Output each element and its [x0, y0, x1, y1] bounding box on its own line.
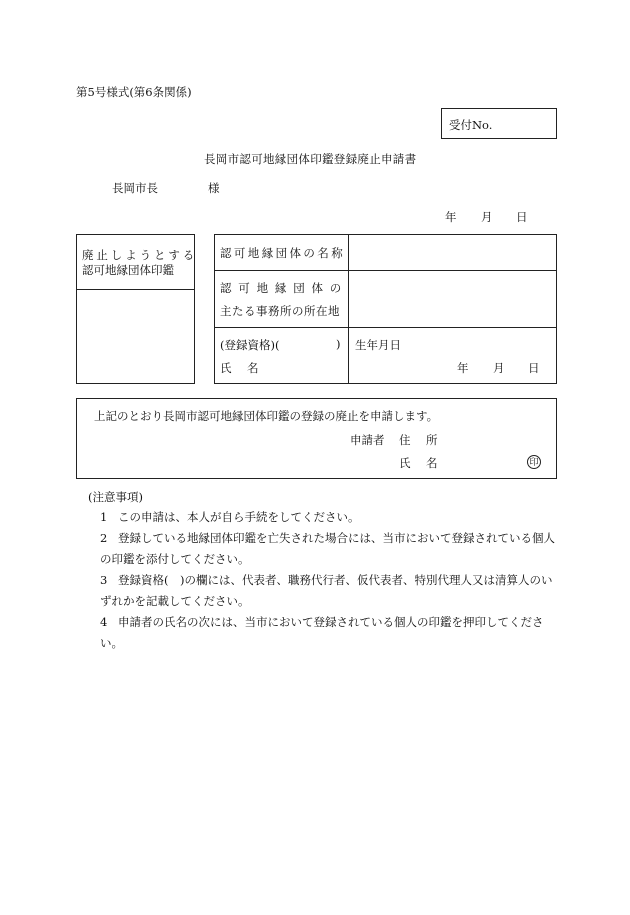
form-title: 長岡市認可地縁団体印鑑登録廃止申請書 — [204, 152, 417, 166]
addressee-suffix: 様 — [208, 181, 220, 195]
applicant-name-label: 氏 名 — [399, 456, 440, 470]
info-row-divider-1 — [214, 270, 557, 271]
date-day: 日 — [516, 210, 528, 224]
seal-mark-icon: 印 — [527, 455, 541, 469]
info-col-divider — [348, 234, 349, 384]
office-label-line1: 認可地縁団体の — [220, 281, 349, 295]
seal-header-line2: 認可地縁団体印鑑 — [82, 263, 174, 277]
notes-heading: (注意事項) — [88, 490, 143, 504]
seal-divider — [76, 289, 195, 290]
date-year: 年 — [445, 210, 457, 224]
person-name-label: 氏 名 — [220, 361, 261, 375]
applicant-address-label: 住 所 — [399, 433, 440, 447]
seal-header-line1: 廃止しようとする — [82, 248, 198, 262]
date-month: 月 — [481, 210, 493, 224]
note-item-4: 4 申請者の氏名の次には、当市において登録されている個人の印鑑を押印してください。 — [100, 615, 544, 650]
office-label-line2: 主たる事務所の所在地 — [220, 304, 340, 318]
note-item-2: 2 登録している地縁団体印鑑を亡失された場合には、当市において登録されている個人の印鑑を添付してください。 — [100, 531, 555, 566]
dob-year: 年 — [457, 361, 469, 375]
dob-day: 日 — [528, 361, 540, 375]
addressee-name: 長岡市長 — [112, 181, 158, 195]
note-item-1: 1 この申請は、本人が自ら手続をしてください。 — [100, 510, 360, 524]
org-name-label: 認可地縁団体の名称 — [220, 246, 346, 260]
form-number: 第5号様式(第6条関係) — [76, 85, 192, 99]
note-item-3: 3 登録資格( )の欄には、代表者、職務代行者、仮代表者、特別代理人又は清算人のいずれかを記載してください。 — [100, 573, 553, 608]
qualification-close: ) — [336, 337, 341, 351]
qualification-label: (登録資格)( — [220, 338, 280, 352]
statement-text: 上記のとおり長岡市認可地縁団体印鑑の登録の廃止を申請します。 — [94, 409, 439, 423]
dob-label: 生年月日 — [355, 338, 401, 352]
dob-month: 月 — [493, 361, 505, 375]
receipt-box — [441, 108, 557, 139]
receipt-label: 受付No. — [449, 118, 493, 132]
info-row-divider-2 — [214, 327, 557, 328]
applicant-label: 申請者 — [350, 433, 385, 447]
